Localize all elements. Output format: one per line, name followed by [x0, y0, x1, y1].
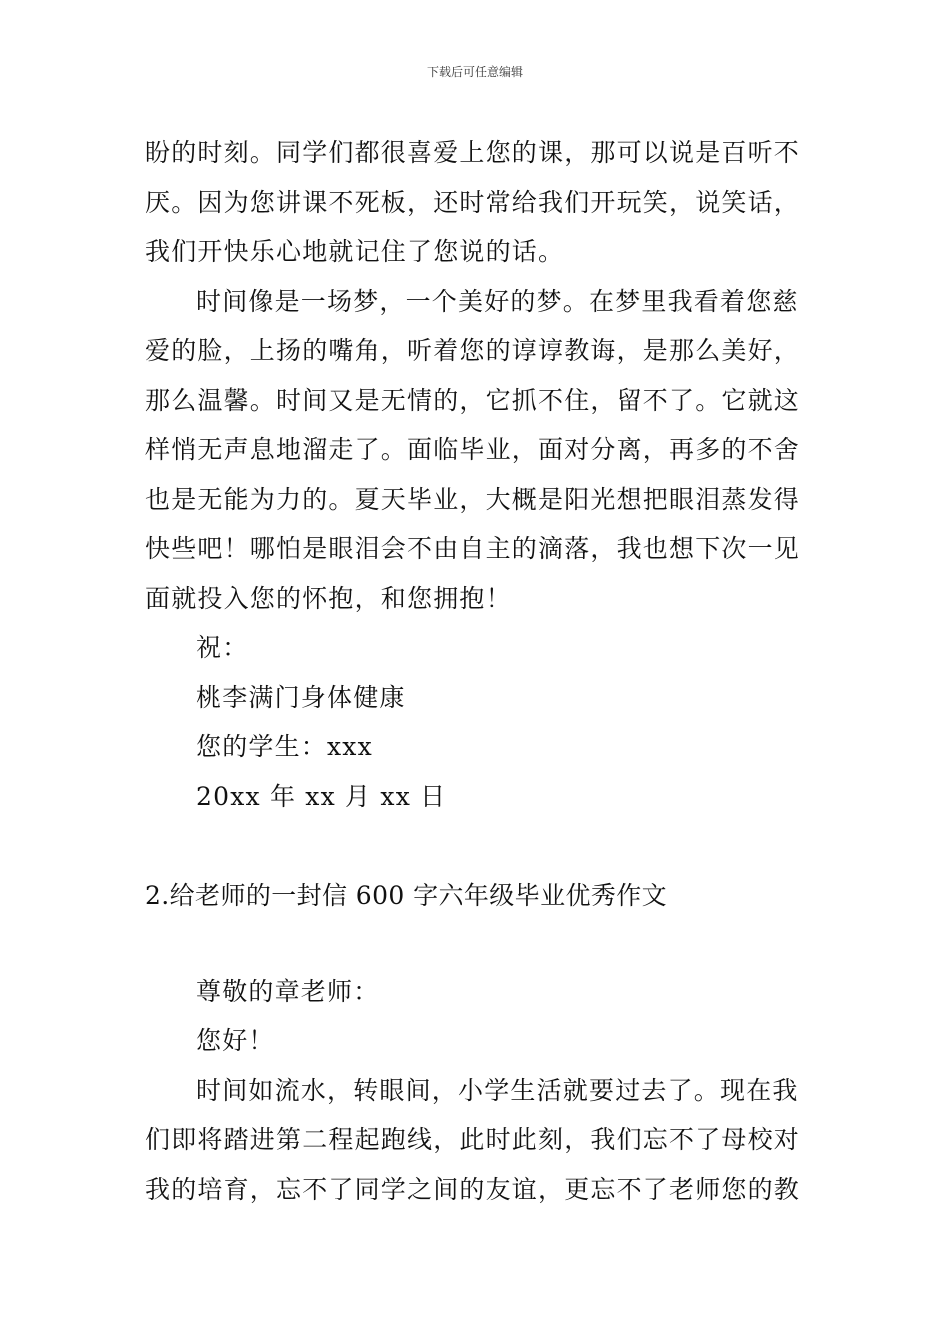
- salutation: 尊敬的章老师：: [196, 976, 380, 1006]
- text-line: 盼的时刻。同学们都很喜爱上您的课，那可以说是百听不: [145, 138, 801, 167]
- letter-date: 20xx 年 xx 月 xx 日: [196, 781, 447, 811]
- text-line: 时间像是一场梦，一个美好的梦。在梦里我看着您慈: [196, 286, 799, 316]
- text-line: 爱的脸，上扬的嘴角，听着您的谆谆教诲，是那么美好，: [145, 336, 801, 365]
- greeting: 您好！: [196, 1026, 275, 1055]
- text-line: 样悄无声息地溜走了。面临毕业，面对分离，再多的不舍: [145, 435, 801, 464]
- text-line: 那么温馨。时间又是无情的，它抓不住，留不了。它就这: [145, 385, 801, 415]
- text-line: 也是无能为力的。夏天毕业，大概是阳光想把眼泪蒸发得: [145, 484, 801, 514]
- text-line: 们即将踏进第二程起跑线，此时此刻，我们忘不了母校对: [145, 1125, 801, 1154]
- spacer: [145, 921, 807, 967]
- text-line: 厌。因为您讲课不死板，还时常给我们开玩笑，说笑话，: [145, 187, 801, 217]
- section-title: 2.给老师的一封信 600 字六年级毕业优秀作文: [145, 881, 668, 910]
- document-body: [145, 128, 807, 1214]
- spacer: [145, 821, 807, 871]
- page-header-note: 下载后可任意编辑: [426, 65, 523, 79]
- letter-closing: [145, 623, 807, 821]
- letter-2: [145, 967, 807, 1215]
- text-line: 我的培育，忘不了同学之间的友谊，更忘不了老师您的教: [145, 1174, 801, 1204]
- text-line: 面就投入您的怀抱，和您拥抱！: [145, 583, 512, 613]
- signature: 您的学生：xxx: [196, 732, 373, 761]
- paragraph-2: [145, 277, 807, 624]
- text-line: 我们开快乐心地就记住了您说的话。: [145, 237, 565, 266]
- closing-wish: 祝：: [196, 633, 249, 662]
- text-line: 时间如流水，转眼间，小学生活就要过去了。现在我: [196, 1075, 799, 1105]
- text-line: 快些吧！哪怕是眼泪会不由自主的滴落，我也想下次一见: [145, 534, 801, 563]
- closing-blessing: 桃李满门身体健康: [196, 682, 406, 712]
- paragraph-1: [145, 128, 807, 277]
